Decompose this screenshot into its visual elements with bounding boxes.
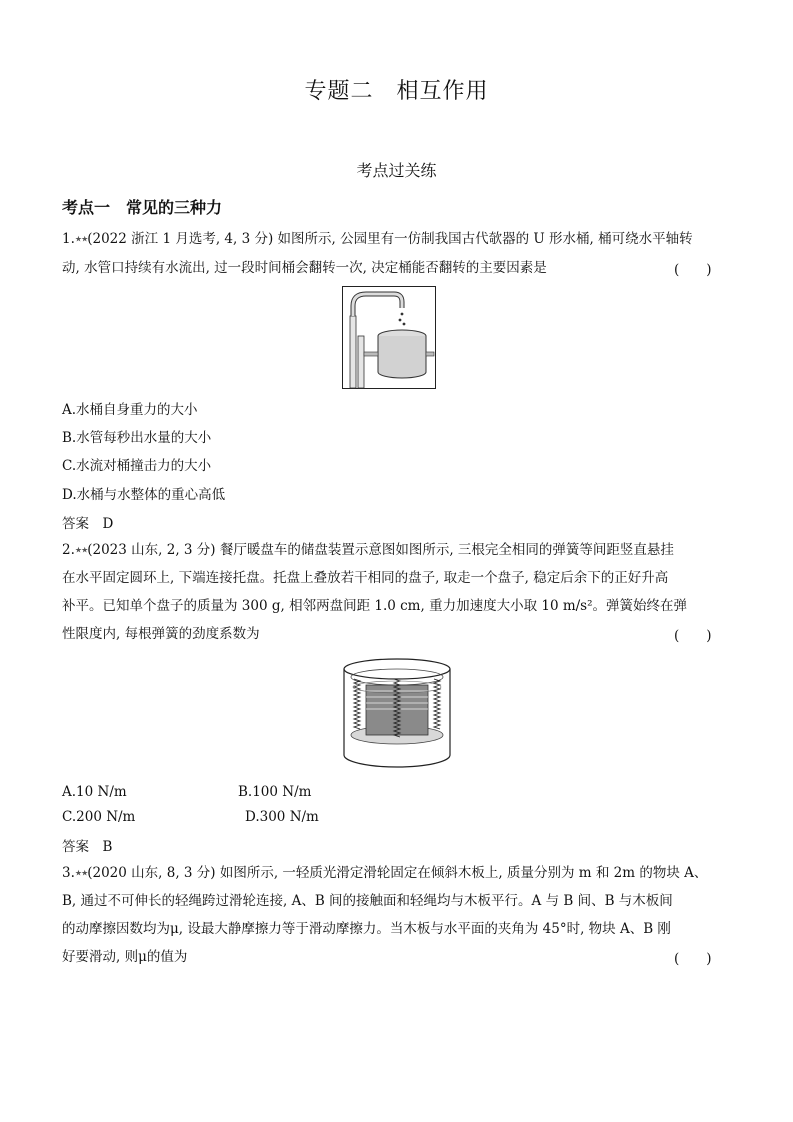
q2-plate-warmer-figure (340, 657, 454, 771)
q1-line2: 动, 水管口持续有水流出, 过一段时间桶会翻转一次, 决定桶能否翻转的主要因素是 (62, 260, 547, 276)
q3-line1: 3.★★(2020 山东, 8, 3 分) 如图所示, 一轻质光滑定滑轮固定在倾斜木板上, 质量分别为 m 和 2m 的物块 A、 (62, 865, 708, 881)
q1-number: 1. (62, 231, 75, 247)
q2-answer: 答案 B (62, 839, 113, 855)
q1-bucket-figure (342, 286, 436, 389)
page-subtitle: 考点过关练 (356, 161, 437, 180)
q1-answer-paren: ( ) (674, 262, 712, 278)
q1-line1: 1.★★(2022 浙江 1 月选考, 4, 3 分) 如图所示, 公园里有一仿制我国古代欹器的 U 形水桶, 桶可绕水平轴转 (62, 231, 693, 247)
q2-line2: 在水平固定圆环上, 下端连接托盘。托盘上叠放若干相同的盘子, 取走一个盘子, 稳定后余下的正好升高 (62, 570, 669, 586)
q2-answer-paren: ( ) (674, 628, 712, 644)
q3-line2: B, 通过不可伸长的轻绳跨过滑轮连接, A、B 间的接触面和轻绳均与木板平行。A 与 B 间、B 与木板间 (62, 893, 673, 909)
difficulty-stars-icon: ★★ (74, 868, 88, 878)
q3-line4: 好要滑动, 则μ的值为 (62, 949, 188, 965)
q3-number: 3. (62, 865, 75, 881)
q2-option-c: C.200 N/m (62, 809, 136, 825)
q3-answer-paren: ( ) (674, 951, 712, 967)
q1-option-d: D.水桶与水整体的重心高低 (62, 487, 226, 503)
q2-number: 2. (62, 542, 75, 558)
q1-option-c: C.水流对桶撞击力的大小 (62, 458, 212, 474)
q2-line3: 补平。已知单个盘子的质量为 300 g, 相邻两盘间距 1.0 cm, 重力加速度大小取 10 m/s²。弹簧始终在弹 (62, 598, 688, 614)
q1-option-b: B.水管每秒出水量的大小 (62, 430, 212, 446)
q3-line3: 的动摩擦因数均为μ, 设最大静摩擦力等于滑动摩擦力。当木板与水平面的夹角为 45°时, 物块 A、B 刚 (62, 921, 671, 937)
q2-option-b: B.100 N/m (238, 784, 312, 800)
q2-line4: 性限度内, 每根弹簧的劲度系数为 (62, 626, 260, 642)
q1-answer: 答案 D (62, 516, 114, 532)
difficulty-stars-icon: ★★ (74, 234, 88, 244)
page-title: 专题二 相互作用 (304, 79, 489, 104)
q2-option-d: D.300 N/m (245, 809, 319, 825)
difficulty-stars-icon: ★★ (74, 545, 88, 555)
q2-line1: 2.★★(2023 山东, 2, 3 分) 餐厅暖盘车的储盘装置示意图如图所示, 三根完全相同的弹簧等间距竖直悬挂 (62, 542, 674, 558)
q1-option-a: A.水桶自身重力的大小 (62, 402, 198, 418)
q2-option-a: A.10 N/m (62, 784, 127, 800)
section-heading: 考点一 常见的三种力 (62, 198, 223, 217)
